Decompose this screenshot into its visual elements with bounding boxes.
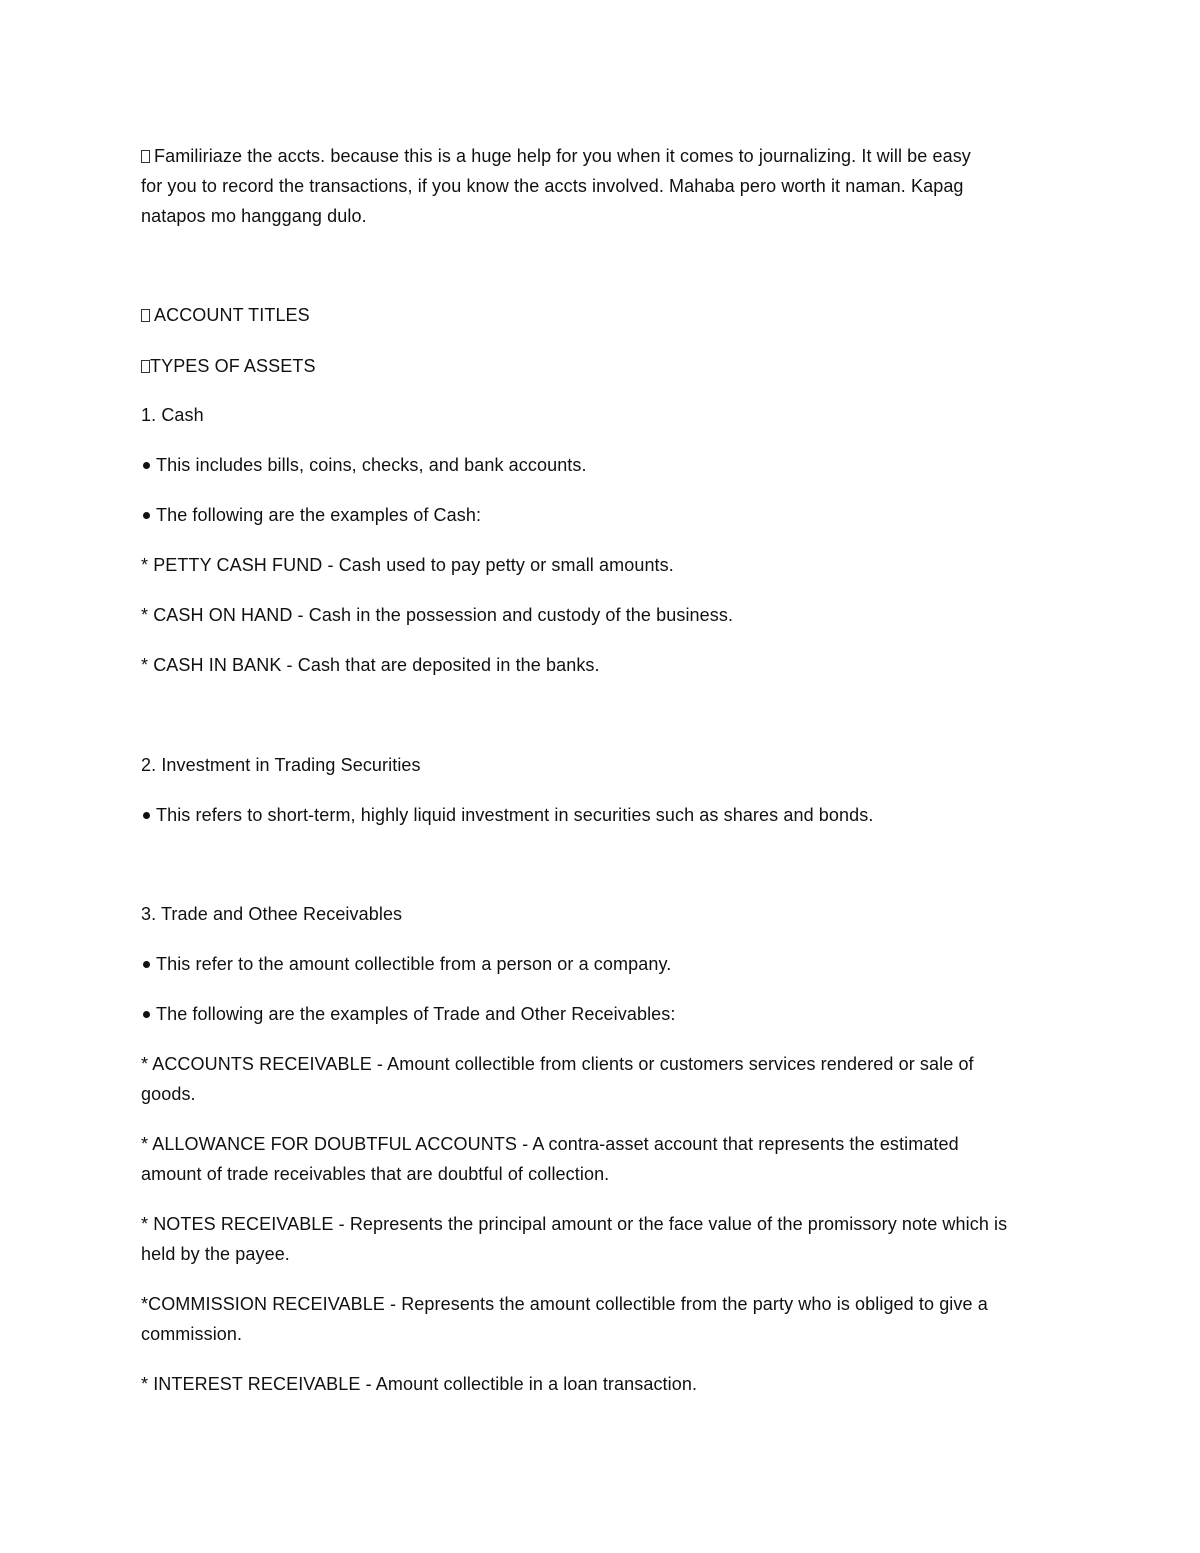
receivable-interest: * INTEREST RECEIVABLE - Amount collectible in a loan transaction. <box>141 1374 698 1394</box>
bullet-icon <box>143 462 150 469</box>
receivable-commission-line-1: *COMMISSION RECEIVABLE - Represents the amount collectible from the party who is obliged to give a <box>141 1294 988 1314</box>
receivable-accounts-line-2: goods. <box>141 1084 196 1104</box>
section-title-receivables: 3. Trade and Othee Receivables <box>141 904 403 924</box>
missing-glyph-icon <box>141 360 150 373</box>
receivable-commission-line-2: commission. <box>141 1324 243 1344</box>
list-item: This refer to the amount collectible from a person or a company. <box>141 949 671 979</box>
receivable-notes-line-1: * NOTES RECEIVABLE - Represents the principal amount or the face value of the promissory note which is <box>141 1214 1008 1234</box>
heading-types-of-assets-text: TYPES OF ASSETS <box>150 356 316 376</box>
bullet-icon <box>143 512 150 519</box>
cash-example-cash-on-hand: * CASH ON HAND - Cash in the possession and custody of the business. <box>141 605 734 625</box>
missing-glyph-icon <box>141 150 150 163</box>
receivable-notes-line-2: held by the payee. <box>141 1244 290 1264</box>
list-item: The following are the examples of Cash: <box>141 500 481 530</box>
section-title-investment: 2. Investment in Trading Securities <box>141 755 421 775</box>
heading-account-titles-text: ACCOUNT TITLES <box>154 305 310 325</box>
heading-types-of-assets <box>141 351 316 381</box>
bullet-icon <box>143 812 150 819</box>
list-item: This includes bills, coins, checks, and bank accounts. <box>141 450 587 480</box>
intro-line-3: natapos mo hanggang dulo. <box>141 206 367 226</box>
heading-account-titles <box>141 300 310 330</box>
cash-example-cash-in-bank: * CASH IN BANK - Cash that are deposited in the banks. <box>141 655 600 675</box>
list-item: This refers to short-term, highly liquid investment in securities such as shares and bonds. <box>141 800 873 830</box>
receivable-allowance-line-2: amount of trade receivables that are doubtful of collection. <box>141 1164 610 1184</box>
intro-text-1: Familiriaze the accts. because this is a huge help for you when it comes to journalizing. It will be easy <box>154 146 971 166</box>
bullet-icon <box>143 1011 150 1018</box>
receivable-allowance-line-1: * ALLOWANCE FOR DOUBTFUL ACCOUNTS - A contra-asset account that represents the estimated <box>141 1134 959 1154</box>
intro-line-1 <box>141 141 971 171</box>
receivable-accounts-line-1: * ACCOUNTS RECEIVABLE - Amount collectible from clients or customers services rendered or sale of <box>141 1054 974 1074</box>
section-title-cash: 1. Cash <box>141 405 204 425</box>
intro-line-2: for you to record the transactions, if you know the accts involved. Mahaba pero worth it naman. Kapag <box>141 176 964 196</box>
missing-glyph-icon <box>141 309 150 322</box>
bullet-icon <box>143 961 150 968</box>
cash-example-petty-cash: * PETTY CASH FUND - Cash used to pay petty or small amounts. <box>141 555 674 575</box>
list-item: The following are the examples of Trade and Other Receivables: <box>141 999 675 1029</box>
